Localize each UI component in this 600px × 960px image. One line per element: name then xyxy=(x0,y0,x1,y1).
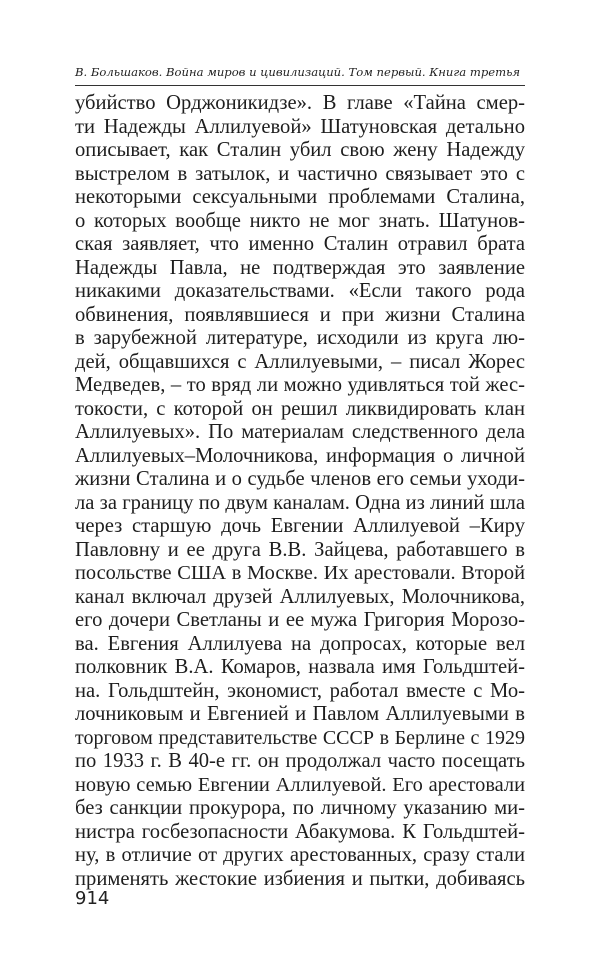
text-line: никакими доказательствами. «Если такого рода xyxy=(75,280,525,302)
text-line: Надежды Павла, не подтверждая это заявление xyxy=(75,256,525,279)
text-line: выстрелом в затылок, и частично связывает это с xyxy=(75,162,525,185)
text-line: его дочери Светланы и ее мужа Григория Морозо- xyxy=(75,609,525,631)
text-line: обвинения, появлявшиеся и при жизни Сталина xyxy=(75,303,525,326)
text-line: жизни Сталина и о судьбе членов его семьи уходи- xyxy=(75,468,525,490)
text-line: токости, с которой он решил ликвидировать клан xyxy=(75,397,525,420)
text-line: посольстве США в Москве. Их арестовали. Второй xyxy=(75,562,525,584)
text-line: нистра госбезопасности Абакумова. К Гольдштей- xyxy=(75,820,525,843)
text-line: Аллилуевых–Молочникова, информация о личной xyxy=(75,444,525,467)
text-line: убийство Орджоникидзе». В главе «Тайна смер- xyxy=(75,92,525,114)
text-line: по 1933 г. В 40-е гг. он продолжал часто посещать xyxy=(75,750,525,772)
text-line: через старшую дочь Евгении Аллилуевой –Киру xyxy=(75,515,525,537)
text-line: описывает, как Сталин убил свою жену Надежду xyxy=(75,139,525,161)
text-line: новую семью Евгении Аллилуевой. Его арестовали xyxy=(75,773,525,796)
page-number: 914 xyxy=(75,888,110,909)
text-line: ла за границу по двум каналам. Одна из линий шла xyxy=(75,491,525,514)
text-line: ну, в отличие от других арестованных, сразу стали xyxy=(75,844,525,866)
text-line: некоторыми сексуальными проблемами Сталина, xyxy=(75,186,525,208)
text-line: Медведев, – то вряд ли можно удивляться той жес- xyxy=(75,374,525,396)
body-text xyxy=(75,92,525,891)
text-line: ская заявляет, что именно Сталин отравил брата xyxy=(75,233,525,255)
text-line: о которых вообще никто не мог знать. Шатунов- xyxy=(75,209,525,232)
text-line: канал включал друзей Аллилуевых, Молочникова, xyxy=(75,585,525,608)
text-line: ва. Евгения Аллилуева на допросах, которые вел xyxy=(75,632,525,655)
text-line: на. Гольдштейн, экономист, работал вместе с Мо- xyxy=(75,679,525,702)
text-line: полковник В.А. Комаров, назвала имя Гольдштей- xyxy=(75,656,525,678)
text-line: торговом представительстве СССР в Берлине с 1929 xyxy=(75,726,525,749)
header-rule xyxy=(75,85,525,86)
text-line: лочниковым и Евгенией и Павлом Аллилуевыми в xyxy=(75,703,525,725)
text-line: применять жестокие избиения и пытки, добиваясь xyxy=(75,867,525,890)
text-line: в зарубежной литературе, исходили из круга лю- xyxy=(75,327,525,349)
text-line: Павловну и ее друга В.В. Зайцева, работавшего в xyxy=(75,538,525,561)
text-line: без санкции прокурора, по личному указанию ми- xyxy=(75,797,525,819)
text-line: ти Надежды Аллилуевой» Шатуновская детально xyxy=(75,115,525,138)
text-line: Аллилуевых». По материалам следственного дела xyxy=(75,421,525,443)
text-line: дей, общавшихся с Аллилуевыми, – писал Жорес xyxy=(75,350,525,373)
running-head-title: В. Большаков. Война миров и цивилизаций. Том первый. Книга третья xyxy=(75,65,521,79)
